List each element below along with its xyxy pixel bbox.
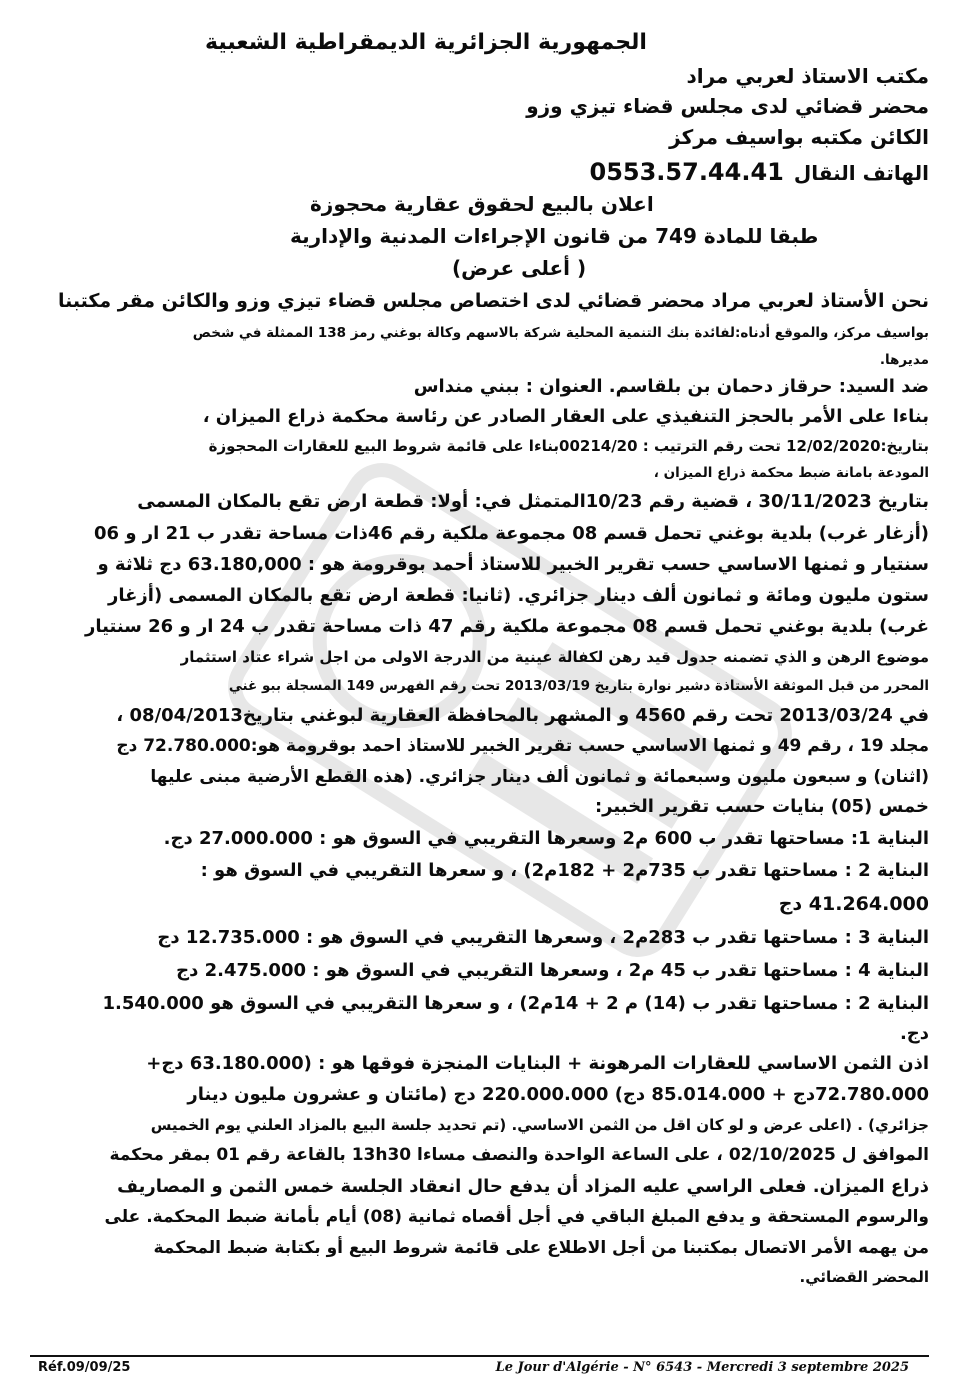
body-line: غرب) بلدية بوغني تحمل قسم 08 مجموعة ملكية رقم 47 ذات مساحة تقدر ب 24 ار و 26 سنتيار [85, 616, 929, 637]
body-line: جزائري) . (اعلى عرض و لو كان اقل من الثمن الاساسي. (تم تحديد جلسة البيع بالمزاد العلني يوم الخميس [150, 1116, 929, 1134]
body-line: البناية 2 : مساحتها تقدر ب (14) م 2 + 14م2) ، و سعرها التقريبي في السوق هو 1.540.000 [102, 993, 929, 1014]
announcement-title: اعلان بالبيع لحقوق عقارية محجوزة [310, 192, 654, 216]
publication-info: Le Jour d'Algérie - N° 6543 - Mercredi 3 septembre 2025 [495, 1360, 909, 1375]
body-line: المودعة بامانة ضبط محكمة ذراع الميزان ، [653, 465, 929, 481]
body-line: البناية 4 : مساحتها تقدر ب 45 م2 ، وسعرها التقريبي في السوق هو : 2.475.000 دج [176, 960, 929, 981]
body-line: سنتيار و ثمنها الاساسي حسب تقرير الخبير للاستاذ أحمد بوقرومة هو : 63.180,000 دج ثلاثة و [97, 554, 929, 575]
body-line: 72.780.000دج + 85.014.000 دج) 220.000.000 دج (مائتان و عشرون مليون دينار [187, 1084, 929, 1105]
amount-line: 41.264.000 دج [778, 893, 929, 915]
body-line: المحرر من قبل الموثقة الأستاذة دشير نوارة بتاريخ 2013/03/19 تحت رقم الفهرس 149 المسجلة ببو غني [228, 678, 929, 694]
body-line: بناءا على الأمر بالحجز التنفيذي على العقار الصادر عن رئاسة محكمة ذراع الميزان ، [202, 406, 929, 427]
body-line: دج. [899, 1023, 929, 1044]
body-line [30, 887, 929, 921]
office-name: مكتب الاستاذ لعربي مراد [686, 64, 929, 88]
body-line: (اثنان) و سبعون مليون وسبعمائة و ثمانون ألف دينار جزائري. (هذه القطع الأرضية مبنى عليها [150, 767, 929, 787]
phone-label: الهاتف النقال [793, 161, 929, 185]
body-line: بتاريخ 30/11/2023 ، قضية رقم 10/23المتمثل في: أولا: قطعة ارض تقع بالمكان المسمى [137, 491, 929, 512]
body-line: مجلد 19 ، رقم 49 و ثمنها الاساسي حسب تقرير الخبير للاستاذ احمد بوقرومة هو:72.780.000 دج [116, 736, 929, 756]
office-address: الكائن مكتبه بواسيف مركز [669, 125, 929, 149]
body-line: ستون مليون ومائة و ثمانون ألف دينار جزائري. (ثانيا: قطعة ارض تقع بالمكان المسمى (أزغار [108, 585, 929, 606]
body-line: خمس (05) بنايات حسب تقرير الخبير: [594, 796, 929, 817]
body-line: البناية 2 : مساحتها تقدر ب 735م2 + 182م2) ، و سعرها التقريبي في السوق هو : [200, 860, 929, 881]
announcement-legal-basis: طبقا للمادة 749 من قانون الإجراءات المدنية والإدارية [290, 224, 819, 248]
body-line: (أزغار غرب) بلدية بوغني تحمل قسم 08 مجموعة ملكية رقم 46ذات مساحة تقدر ب 21 ار و 06 [93, 523, 929, 544]
body-line: الموافق ل 02/10/2025 ، على الساعة الواحدة والنصف مساءا 13h30 بالقاعة رقم 01 بمقر محكمة [109, 1145, 929, 1165]
republic-heading: الجمهورية الجزائرية الديمقراطية الشعبية [205, 30, 647, 55]
body-line: البناية 1: مساحتها تقدر ب 600 م2 وسعرها التقريبي في السوق هو : 27.000.000 دج. [163, 828, 929, 849]
body-line: والرسوم المستحقة و يدفع المبلغ الباقي في أجل أقصاه ثمانية (08) أيام بأمانة ضبط المحكمة. على [104, 1207, 929, 1227]
phone-row [590, 158, 930, 186]
body-line: ضد السيد: حرقاز دحمان بن بلقاسم. العنوان : ببني منداس [413, 376, 929, 397]
announcement-body [30, 284, 929, 1291]
body-line: مديرها. [879, 352, 929, 368]
body-line: البناية 3 : مساحتها تقدر ب 283م2 ، وسعرها التقريبي في السوق هو : 12.735.000 دج [157, 927, 929, 948]
body-line: نحن الأستاذ لعربي مراد محضر قضائي لدى اختصاص مجلس قضاء تيزي وزو والكائن مقر مكتبنا [57, 290, 929, 312]
body-line: موضوع الرهن و الذي تضمنه جدول قيد رهن لكفالة عينية من الدرجة الاولى من اجل شراء عتاد استثمار [180, 648, 929, 666]
body-line: المحضر القضائي. [799, 1268, 929, 1286]
body-line: اذن الثمن الاساسي للعقارات المرهونة + البنايات المنجزة فوقها هو : (63.180.000 دج+ [146, 1053, 929, 1074]
body-line: في 2013/03/24 تحت رقم 4560 و المشهر بالمحافظة العقارية لبوغني بتاريخ08/04/2013 ، [116, 705, 929, 726]
body-line: بواسيف مركز، والموقع أدناه:لفائدة بنك التنمية المحلية شركة بالاسهم وكالة بوغني رمز 138 الممثلة في شخص [192, 325, 929, 341]
announcement-highest-bid: ( أعلى عرض) [452, 256, 587, 280]
phone-number: 0553.57.44.41 [589, 158, 784, 186]
footer-divider [30, 1355, 929, 1357]
bailiff-title: محضر قضائي لدى مجلس قضاء تيزي وزو [526, 94, 929, 118]
body-line: ذراع الميزان. فعلى الراسي عليه المزاد أن يدفع حال انعقاد الجلسة خمس الثمن و المصاريف [117, 1176, 929, 1197]
body-line: بتاريخ:12/02/2020 تحت رقم الترتيب : 00214/20بناءا على قائمة شروط البيع للعقارات المحجوزة [208, 437, 929, 455]
reference-code: Réf.09/09/25 [38, 1360, 131, 1375]
body-line: من يهمه الأمر الاتصال بمكتبنا من أجل الاطلاع على قائمة شروط البيع أو بكتابة ضبط المحكمة [153, 1238, 929, 1258]
